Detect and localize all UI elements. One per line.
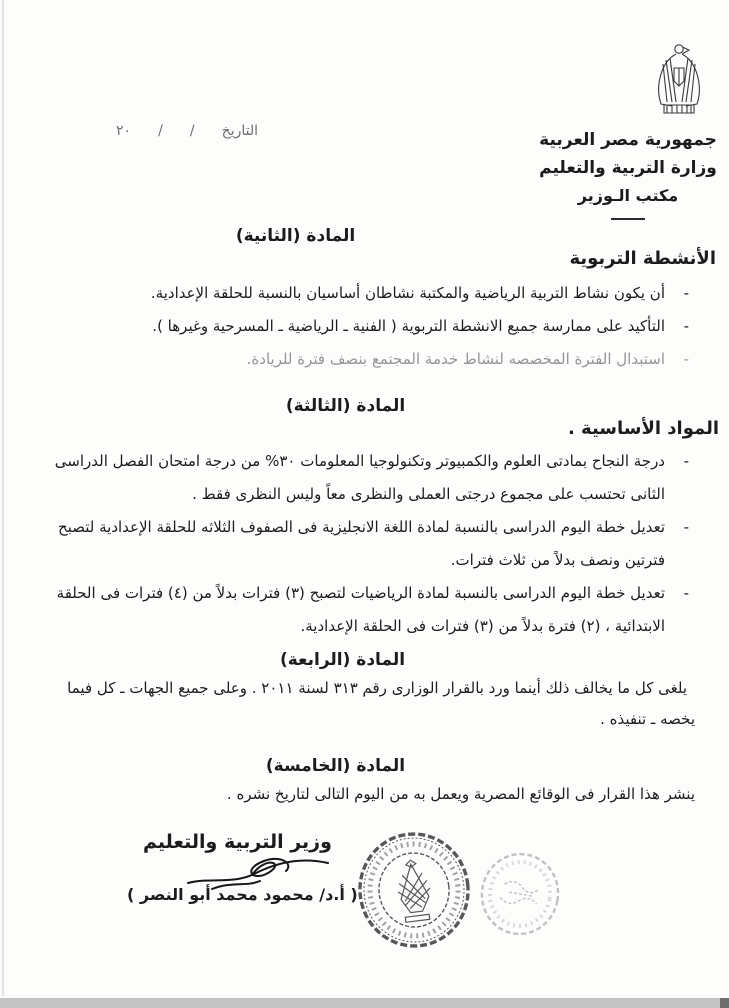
article-three-title: المادة (الثالثة): [285, 396, 406, 416]
bullet-dash: -: [683, 518, 689, 536]
date-slash: /: [158, 123, 163, 139]
list-item: [38, 445, 691, 511]
letterhead-ministry: وزارة التربية والتعليم: [539, 158, 717, 178]
article-five-body: ينشر هذا القرار فى الوقائع المصرية ويعمل به من اليوم التالى لتاريخ نشره .: [226, 785, 695, 803]
list-item-text: التأكيد على ممارسة جميع الانشطة التربوية ( الفنية ـ الرياضية ـ المسرحية وغيرها ).: [152, 317, 665, 335]
bullet-dash: -: [683, 452, 689, 470]
article-two-title: المادة (الثانية): [235, 226, 356, 246]
list-item-text: أن يكون نشاط التربية الرياضية والمكتبة نشاطان أساسيان بالنسبة للحلقة الإعدادية.: [150, 284, 665, 302]
list-item-text: تعديل خطة اليوم الدراسى بالنسبة لمادة الرياضيات لتصبح (٣) فترات بدلاً من (٤) فترات فى الحلقة الابتدائية ، (٢) فترة بدلاً من (٣) فترات فى الحلقة الإعدادية.: [56, 584, 665, 635]
educational-activities-list: [38, 277, 691, 376]
list-item: [38, 343, 691, 376]
article-four-body: يلغى كل ما يخالف ذلك أينما ورد بالقرار الوزارى رقم ٣١٣ لسنة ٢٠١١ . وعلى جميع الجهات ـ كل فيما يخصه ـ تنفيذه .: [67, 679, 695, 728]
date-slash: /: [189, 123, 195, 139]
list-item: [38, 577, 691, 643]
letterhead-country: جمهورية مصر العربية: [539, 130, 717, 150]
core-subjects-list: [38, 445, 691, 643]
egypt-eagle-emblem-icon: [652, 42, 706, 118]
educational-activities-heading: الأنشطة التربوية: [569, 248, 716, 269]
bullet-dash: -: [683, 584, 689, 602]
minister-signature-title: وزير التربية والتعليم: [143, 831, 332, 853]
letterhead: [533, 126, 723, 220]
list-item: [38, 310, 691, 343]
date-line: [116, 123, 258, 139]
bullet-dash: -: [683, 284, 689, 302]
list-item-text: تعديل خطة اليوم الدراسى بالنسبة لمادة اللغة الانجليزية فى الصفوف الثلاثه للحلقة الإعدادية لتصبح فترتين ونصف بدلاً من ثلاث فترات.: [58, 518, 665, 569]
bullet-dash: -: [683, 317, 689, 335]
article-four-title: المادة (الرابعة): [279, 650, 406, 670]
letterhead-office: مكتب الـوزير: [577, 186, 679, 205]
list-item: [38, 511, 691, 577]
core-subjects-heading: المواد الأساسية .: [567, 418, 719, 439]
bullet-dash: -: [683, 350, 689, 368]
scan-edge: [0, 998, 729, 1008]
faint-round-stamp-icon: [472, 845, 568, 944]
scan-edge: [720, 998, 729, 1008]
scan-edge: [2, 0, 4, 996]
ministry-round-stamp-icon: [349, 823, 479, 956]
minister-name: ( أ.د/ محمود محمد أبو النصر ): [127, 885, 358, 904]
list-item-text: درجة النجاح بمادتى العلوم والكمبيوتر وتكنولوجيا المعلومات ٣٠% من درجة امتحان الفصل الدراسى الثانى تحتسب على مجموع درجتى العملى والنظرى معاً وليس النظرى فقط .: [54, 452, 665, 503]
date-year-prefix: ٢٠: [116, 123, 132, 139]
list-item-text: استبدال الفترة المخصصه لنشاط خدمة المجتمع بنصف فترة للريادة.: [246, 350, 665, 368]
letterhead-divider: [611, 218, 645, 220]
date-label: التاريخ: [221, 123, 258, 139]
list-item: [38, 277, 691, 310]
article-five-title: المادة (الخامسة): [265, 756, 406, 776]
